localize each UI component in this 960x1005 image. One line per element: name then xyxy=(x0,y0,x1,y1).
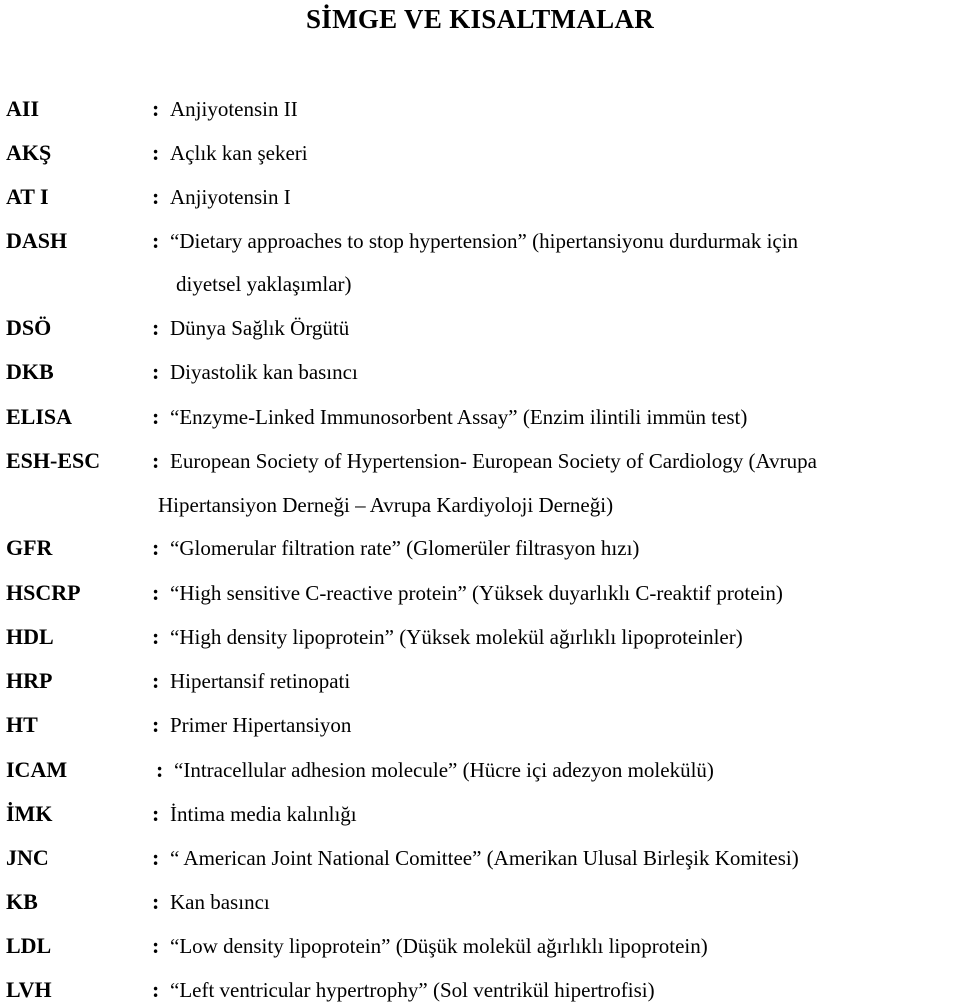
entry-colon: : xyxy=(152,448,160,473)
entry-definition: “High sensitive C-reactive protein” (Yüksek duyarlıklı C-reaktif protein) xyxy=(170,581,783,605)
entry-row xyxy=(0,533,960,569)
entry-definition: “ American Joint National Comittee” (Amerikan Ulusal Birleşik Komitesi) xyxy=(170,846,799,870)
entry-definition: Açlık kan şekeri xyxy=(170,141,308,165)
entry-row xyxy=(0,182,960,218)
entry-row xyxy=(0,710,960,746)
entry-definition: Kan basıncı xyxy=(170,890,270,914)
entry-colon: : xyxy=(152,712,160,737)
entry-definition: “Low density lipoprotein” (Düşük molekül ağırlıklı lipoprotein) xyxy=(170,934,708,958)
entry-definition: “High density lipoprotein” (Yüksek molekül ağırlıklı lipoproteinler) xyxy=(170,625,743,649)
entry-definition: “Enzyme-Linked Immunosorbent Assay” (Enzim ilintili immün test) xyxy=(170,405,748,429)
entry-definition: Primer Hipertansiyon xyxy=(170,713,352,737)
entry-colon: : xyxy=(152,668,160,693)
entry-row xyxy=(0,843,960,879)
entry-colon: : xyxy=(156,757,164,782)
entry-colon: : xyxy=(152,845,160,870)
entry-abbr: DASH xyxy=(6,228,68,253)
entry-abbr: AT I xyxy=(6,184,49,209)
entry-abbr: HSCRP xyxy=(6,580,81,605)
entry-row xyxy=(0,755,960,791)
entry-abbr: HT xyxy=(6,712,38,737)
entry-abbr: LDL xyxy=(6,933,52,958)
entry-definition: “Intracellular adhesion molecule” (Hücre içi adezyon molekülü) xyxy=(174,758,714,782)
entry-abbr: DKB xyxy=(6,359,54,384)
entry-row xyxy=(0,975,960,1005)
entry-row xyxy=(0,94,960,130)
entry-abbr: JNC xyxy=(6,845,49,870)
entry-definition-continued: Hipertansiyon Derneği – Avrupa Kardiyoloji Derneği) xyxy=(158,493,614,517)
entry-definition: “Dietary approaches to stop hypertension” (hipertansiyonu durdurmak için xyxy=(170,229,799,253)
entry-definition-continued: diyetsel yaklaşımlar) xyxy=(176,272,352,296)
entry-colon: : xyxy=(152,933,160,958)
entry-row xyxy=(0,799,960,835)
entry-abbr: DSÖ xyxy=(6,315,52,340)
entry-colon: : xyxy=(152,404,160,429)
entry-row xyxy=(0,138,960,174)
entry-abbr: HRP xyxy=(6,668,53,693)
entry-colon: : xyxy=(152,315,160,340)
entry-row xyxy=(0,887,960,923)
entry-colon: : xyxy=(152,624,160,649)
entry-colon: : xyxy=(152,801,160,826)
entry-abbr: KB xyxy=(6,889,38,914)
entry-colon: : xyxy=(152,96,160,121)
entry-definition: Diyastolik kan basıncı xyxy=(170,360,358,384)
entry-definition: Dünya Sağlık Örgütü xyxy=(170,316,350,340)
entry-colon: : xyxy=(152,140,160,165)
entry-definition: Anjiyotensin II xyxy=(170,97,298,121)
entry-definition: Hipertansif retinopati xyxy=(170,669,351,693)
page-title: SİMGE VE KISALTMALAR xyxy=(305,4,655,34)
entry-row xyxy=(0,402,960,438)
entry-abbr: ICAM xyxy=(6,757,68,782)
entry-row xyxy=(0,313,960,349)
entry-row xyxy=(0,666,960,702)
entry-definition: “Left ventricular hypertrophy” (Sol ventrikül hipertrofisi) xyxy=(170,978,655,1002)
entry-row xyxy=(0,578,960,614)
entry-definition: European Society of Hypertension- European Society of Cardiology (Avrupa xyxy=(170,449,817,473)
entry-colon: : xyxy=(152,228,160,253)
entry-abbr: AII xyxy=(6,96,40,121)
entry-colon: : xyxy=(152,977,160,1002)
entry-row xyxy=(0,931,960,967)
entry-definition: Anjiyotensin I xyxy=(170,185,291,209)
entry-colon: : xyxy=(152,184,160,209)
entry-abbr: LVH xyxy=(6,977,52,1002)
entry-abbr: HDL xyxy=(6,624,54,649)
entry-colon: : xyxy=(152,580,160,605)
entry-colon: : xyxy=(152,535,160,560)
entry-abbr: ELISA xyxy=(6,404,73,429)
entry-row xyxy=(0,446,960,526)
entry-abbr: ESH-ESC xyxy=(6,448,101,473)
entry-colon: : xyxy=(152,889,160,914)
entry-definition: İntima media kalınlığı xyxy=(170,802,357,826)
entry-colon: : xyxy=(152,359,160,384)
entry-definition: “Glomerular filtration rate” (Glomerüler filtrasyon hızı) xyxy=(170,536,640,560)
entry-row xyxy=(0,357,960,393)
entry-row xyxy=(0,226,960,306)
entry-abbr: İMK xyxy=(6,801,53,826)
entry-abbr: AKŞ xyxy=(6,140,52,165)
entry-row xyxy=(0,622,960,658)
entry-abbr: GFR xyxy=(6,535,53,560)
